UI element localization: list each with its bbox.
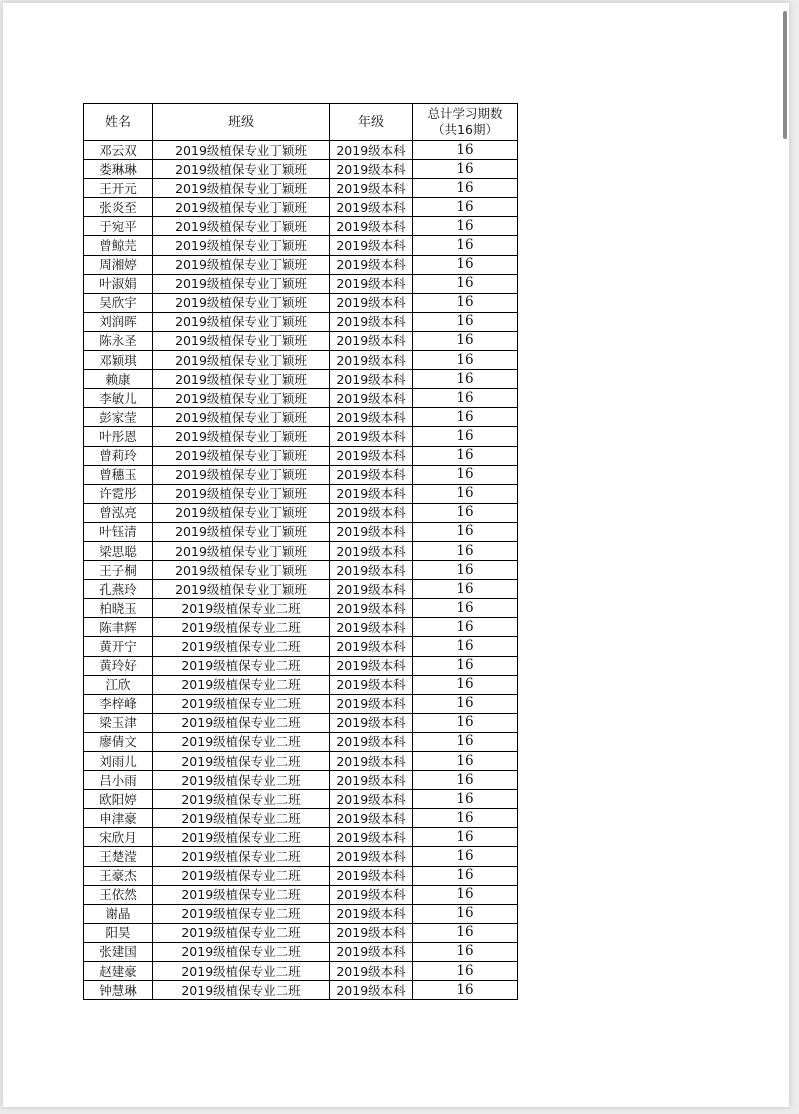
cell-name: 柏晓玉 — [84, 599, 153, 618]
table-row — [84, 866, 518, 885]
cell-name: 欧阳婷 — [84, 790, 153, 809]
cell-name: 黄玲好 — [84, 656, 153, 675]
cell-name: 叶钰清 — [84, 522, 153, 541]
scrollbar[interactable] — [783, 11, 787, 139]
cell-name: 王子桐 — [84, 561, 153, 580]
table-row — [84, 790, 518, 809]
cell-class: 2019级植保专业二班 — [153, 790, 330, 809]
cell-name: 谢晶 — [84, 904, 153, 923]
table-row — [84, 637, 518, 656]
table-body — [84, 141, 518, 1000]
cell-name: 刘雨儿 — [84, 752, 153, 771]
table-row — [84, 198, 518, 217]
cell-class: 2019级植保专业二班 — [153, 866, 330, 885]
cell-count: 16 — [413, 847, 518, 866]
table-row — [84, 427, 518, 446]
cell-count: 16 — [413, 675, 518, 694]
table-row — [84, 828, 518, 847]
cell-class: 2019级植保专业二班 — [153, 732, 330, 751]
cell-class: 2019级植保专业丁颖班 — [153, 198, 330, 217]
cell-grade: 2019级本科 — [330, 618, 413, 637]
cell-grade: 2019级本科 — [330, 923, 413, 942]
cell-count: 16 — [413, 637, 518, 656]
cell-grade: 2019级本科 — [330, 732, 413, 751]
cell-count: 16 — [413, 217, 518, 236]
cell-count: 16 — [413, 198, 518, 217]
cell-class: 2019级植保专业二班 — [153, 713, 330, 732]
cell-class: 2019级植保专业丁颖班 — [153, 408, 330, 427]
cell-name: 阳昊 — [84, 923, 153, 942]
cell-name: 宋欣月 — [84, 828, 153, 847]
cell-grade: 2019级本科 — [330, 580, 413, 599]
cell-grade: 2019级本科 — [330, 312, 413, 331]
cell-name: 刘润晖 — [84, 312, 153, 331]
cell-count: 16 — [413, 293, 518, 312]
header-class: 班级 — [153, 104, 330, 141]
cell-name: 彭家莹 — [84, 408, 153, 427]
cell-count: 16 — [413, 828, 518, 847]
table-row — [84, 236, 518, 255]
cell-grade: 2019级本科 — [330, 331, 413, 350]
cell-grade: 2019级本科 — [330, 828, 413, 847]
table-row — [84, 503, 518, 522]
cell-grade: 2019级本科 — [330, 446, 413, 465]
cell-count: 16 — [413, 656, 518, 675]
cell-count: 16 — [413, 427, 518, 446]
table-row — [84, 752, 518, 771]
cell-name: 王依然 — [84, 885, 153, 904]
cell-grade: 2019级本科 — [330, 427, 413, 446]
cell-name: 叶淑娟 — [84, 274, 153, 293]
cell-count: 16 — [413, 179, 518, 198]
cell-class: 2019级植保专业二班 — [153, 942, 330, 961]
cell-class: 2019级植保专业二班 — [153, 981, 330, 1000]
cell-count: 16 — [413, 771, 518, 790]
cell-grade: 2019级本科 — [330, 522, 413, 541]
cell-class: 2019级植保专业二班 — [153, 599, 330, 618]
table-row — [84, 141, 518, 160]
cell-grade: 2019级本科 — [330, 408, 413, 427]
table-row — [84, 331, 518, 350]
cell-name: 陈永圣 — [84, 331, 153, 350]
cell-name: 张炎至 — [84, 198, 153, 217]
cell-grade: 2019级本科 — [330, 541, 413, 560]
cell-count: 16 — [413, 580, 518, 599]
cell-name: 王楚滢 — [84, 847, 153, 866]
cell-count: 16 — [413, 885, 518, 904]
cell-grade: 2019级本科 — [330, 981, 413, 1000]
cell-count: 16 — [413, 370, 518, 389]
table-row — [84, 713, 518, 732]
cell-grade: 2019级本科 — [330, 484, 413, 503]
cell-class: 2019级植保专业二班 — [153, 637, 330, 656]
cell-grade: 2019级本科 — [330, 942, 413, 961]
cell-count: 16 — [413, 732, 518, 751]
cell-class: 2019级植保专业丁颖班 — [153, 312, 330, 331]
cell-grade: 2019级本科 — [330, 599, 413, 618]
cell-class: 2019级植保专业丁颖班 — [153, 370, 330, 389]
cell-name: 曾穗玉 — [84, 465, 153, 484]
cell-name: 孔燕玲 — [84, 580, 153, 599]
cell-grade: 2019级本科 — [330, 236, 413, 255]
cell-grade: 2019级本科 — [330, 771, 413, 790]
cell-grade: 2019级本科 — [330, 465, 413, 484]
cell-grade: 2019级本科 — [330, 809, 413, 828]
cell-grade: 2019级本科 — [330, 255, 413, 274]
table-row — [84, 904, 518, 923]
cell-grade: 2019级本科 — [330, 866, 413, 885]
cell-class: 2019级植保专业丁颖班 — [153, 484, 330, 503]
header-total — [413, 104, 518, 141]
cell-count: 16 — [413, 618, 518, 637]
student-table — [83, 103, 518, 1000]
cell-class: 2019级植保专业丁颖班 — [153, 541, 330, 560]
cell-name: 申津豪 — [84, 809, 153, 828]
cell-count: 16 — [413, 713, 518, 732]
cell-count: 16 — [413, 351, 518, 370]
cell-count: 16 — [413, 236, 518, 255]
cell-class: 2019级植保专业丁颖班 — [153, 561, 330, 580]
cell-count: 16 — [413, 389, 518, 408]
cell-name: 曾莉玲 — [84, 446, 153, 465]
cell-class: 2019级植保专业二班 — [153, 962, 330, 981]
cell-count: 16 — [413, 484, 518, 503]
cell-count: 16 — [413, 160, 518, 179]
cell-class: 2019级植保专业丁颖班 — [153, 331, 330, 350]
table-row — [84, 847, 518, 866]
cell-grade: 2019级本科 — [330, 561, 413, 580]
table-row — [84, 389, 518, 408]
cell-count: 16 — [413, 694, 518, 713]
cell-grade: 2019级本科 — [330, 351, 413, 370]
cell-grade: 2019级本科 — [330, 885, 413, 904]
cell-class: 2019级植保专业二班 — [153, 904, 330, 923]
table-row — [84, 179, 518, 198]
cell-class: 2019级植保专业丁颖班 — [153, 503, 330, 522]
header-total-line2: （共16期） — [432, 122, 498, 137]
cell-grade: 2019级本科 — [330, 503, 413, 522]
cell-class: 2019级植保专业丁颖班 — [153, 580, 330, 599]
cell-name: 张建国 — [84, 942, 153, 961]
cell-grade: 2019级本科 — [330, 179, 413, 198]
cell-count: 16 — [413, 904, 518, 923]
cell-grade: 2019级本科 — [330, 904, 413, 923]
cell-class: 2019级植保专业二班 — [153, 656, 330, 675]
cell-name: 梁玉津 — [84, 713, 153, 732]
cell-count: 16 — [413, 141, 518, 160]
cell-class: 2019级植保专业二班 — [153, 809, 330, 828]
cell-name: 王豪杰 — [84, 866, 153, 885]
cell-grade: 2019级本科 — [330, 847, 413, 866]
header-grade: 年级 — [330, 104, 413, 141]
cell-class: 2019级植保专业二班 — [153, 675, 330, 694]
cell-count: 16 — [413, 255, 518, 274]
cell-class: 2019级植保专业二班 — [153, 923, 330, 942]
table-row — [84, 885, 518, 904]
cell-count: 16 — [413, 561, 518, 580]
table-row — [84, 561, 518, 580]
cell-count: 16 — [413, 962, 518, 981]
cell-name: 邓颖琪 — [84, 351, 153, 370]
header-name: 姓名 — [84, 104, 153, 141]
cell-count: 16 — [413, 274, 518, 293]
cell-name: 曾鲸芫 — [84, 236, 153, 255]
table-row — [84, 732, 518, 751]
cell-count: 16 — [413, 331, 518, 350]
cell-class: 2019级植保专业二班 — [153, 847, 330, 866]
cell-name: 李敏儿 — [84, 389, 153, 408]
table-row — [84, 370, 518, 389]
cell-class: 2019级植保专业丁颖班 — [153, 160, 330, 179]
header-row — [84, 104, 518, 141]
cell-name: 江欣 — [84, 675, 153, 694]
table-row — [84, 942, 518, 961]
cell-class: 2019级植保专业丁颖班 — [153, 274, 330, 293]
cell-name: 陈聿辉 — [84, 618, 153, 637]
cell-name: 钟慧琳 — [84, 981, 153, 1000]
cell-class: 2019级植保专业二班 — [153, 752, 330, 771]
cell-class: 2019级植保专业二班 — [153, 885, 330, 904]
cell-name: 吕小雨 — [84, 771, 153, 790]
cell-count: 16 — [413, 446, 518, 465]
cell-count: 16 — [413, 923, 518, 942]
table-row — [84, 923, 518, 942]
cell-class: 2019级植保专业丁颖班 — [153, 217, 330, 236]
cell-count: 16 — [413, 752, 518, 771]
cell-class: 2019级植保专业丁颖班 — [153, 427, 330, 446]
cell-class: 2019级植保专业二班 — [153, 828, 330, 847]
cell-count: 16 — [413, 790, 518, 809]
table-row — [84, 962, 518, 981]
document-page — [3, 3, 789, 1107]
cell-name: 梁思聪 — [84, 541, 153, 560]
table-row — [84, 656, 518, 675]
cell-class: 2019级植保专业二班 — [153, 618, 330, 637]
table-row — [84, 217, 518, 236]
cell-grade: 2019级本科 — [330, 752, 413, 771]
cell-name: 赵建豪 — [84, 962, 153, 981]
table-row — [84, 351, 518, 370]
cell-class: 2019级植保专业丁颖班 — [153, 179, 330, 198]
cell-count: 16 — [413, 465, 518, 484]
cell-class: 2019级植保专业丁颖班 — [153, 255, 330, 274]
cell-class: 2019级植保专业丁颖班 — [153, 389, 330, 408]
cell-class: 2019级植保专业丁颖班 — [153, 446, 330, 465]
cell-grade: 2019级本科 — [330, 637, 413, 656]
cell-name: 吴欣宇 — [84, 293, 153, 312]
cell-grade: 2019级本科 — [330, 370, 413, 389]
cell-name: 曾泓亮 — [84, 503, 153, 522]
cell-grade: 2019级本科 — [330, 656, 413, 675]
cell-grade: 2019级本科 — [330, 274, 413, 293]
table-row — [84, 274, 518, 293]
cell-class: 2019级植保专业丁颖班 — [153, 236, 330, 255]
table-row — [84, 809, 518, 828]
table-row — [84, 981, 518, 1000]
cell-count: 16 — [413, 981, 518, 1000]
table-row — [84, 160, 518, 179]
cell-name: 于宛平 — [84, 217, 153, 236]
table-row — [84, 675, 518, 694]
cell-count: 16 — [413, 312, 518, 331]
cell-name: 许霓彤 — [84, 484, 153, 503]
cell-name: 王开元 — [84, 179, 153, 198]
cell-count: 16 — [413, 809, 518, 828]
cell-count: 16 — [413, 503, 518, 522]
header-total-line1: 总计学习期数 — [427, 106, 503, 121]
cell-class: 2019级植保专业丁颖班 — [153, 351, 330, 370]
table-row — [84, 408, 518, 427]
cell-class: 2019级植保专业二班 — [153, 771, 330, 790]
table-row — [84, 446, 518, 465]
cell-grade: 2019级本科 — [330, 198, 413, 217]
table-row — [84, 541, 518, 560]
cell-class: 2019级植保专业丁颖班 — [153, 522, 330, 541]
table-row — [84, 580, 518, 599]
cell-name: 李梓峰 — [84, 694, 153, 713]
table-row — [84, 255, 518, 274]
table-row — [84, 465, 518, 484]
cell-grade: 2019级本科 — [330, 160, 413, 179]
cell-name: 娄琳琳 — [84, 160, 153, 179]
cell-count: 16 — [413, 866, 518, 885]
table-row — [84, 484, 518, 503]
cell-grade: 2019级本科 — [330, 217, 413, 236]
cell-grade: 2019级本科 — [330, 675, 413, 694]
cell-count: 16 — [413, 408, 518, 427]
table-row — [84, 771, 518, 790]
cell-grade: 2019级本科 — [330, 141, 413, 160]
table-row — [84, 618, 518, 637]
cell-class: 2019级植保专业二班 — [153, 694, 330, 713]
cell-grade: 2019级本科 — [330, 962, 413, 981]
cell-class: 2019级植保专业丁颖班 — [153, 465, 330, 484]
cell-grade: 2019级本科 — [330, 713, 413, 732]
cell-name: 黄开宁 — [84, 637, 153, 656]
cell-name: 周湘婷 — [84, 255, 153, 274]
cell-name: 赖康 — [84, 370, 153, 389]
cell-name: 廖倩文 — [84, 732, 153, 751]
cell-name: 叶彤恩 — [84, 427, 153, 446]
table-row — [84, 293, 518, 312]
cell-name: 邓云双 — [84, 141, 153, 160]
cell-count: 16 — [413, 541, 518, 560]
cell-grade: 2019级本科 — [330, 790, 413, 809]
cell-grade: 2019级本科 — [330, 694, 413, 713]
cell-class: 2019级植保专业丁颖班 — [153, 293, 330, 312]
cell-count: 16 — [413, 599, 518, 618]
table-row — [84, 312, 518, 331]
cell-count: 16 — [413, 522, 518, 541]
cell-class: 2019级植保专业丁颖班 — [153, 141, 330, 160]
cell-grade: 2019级本科 — [330, 389, 413, 408]
table-row — [84, 694, 518, 713]
cell-grade: 2019级本科 — [330, 293, 413, 312]
cell-count: 16 — [413, 942, 518, 961]
table-row — [84, 599, 518, 618]
table-row — [84, 522, 518, 541]
